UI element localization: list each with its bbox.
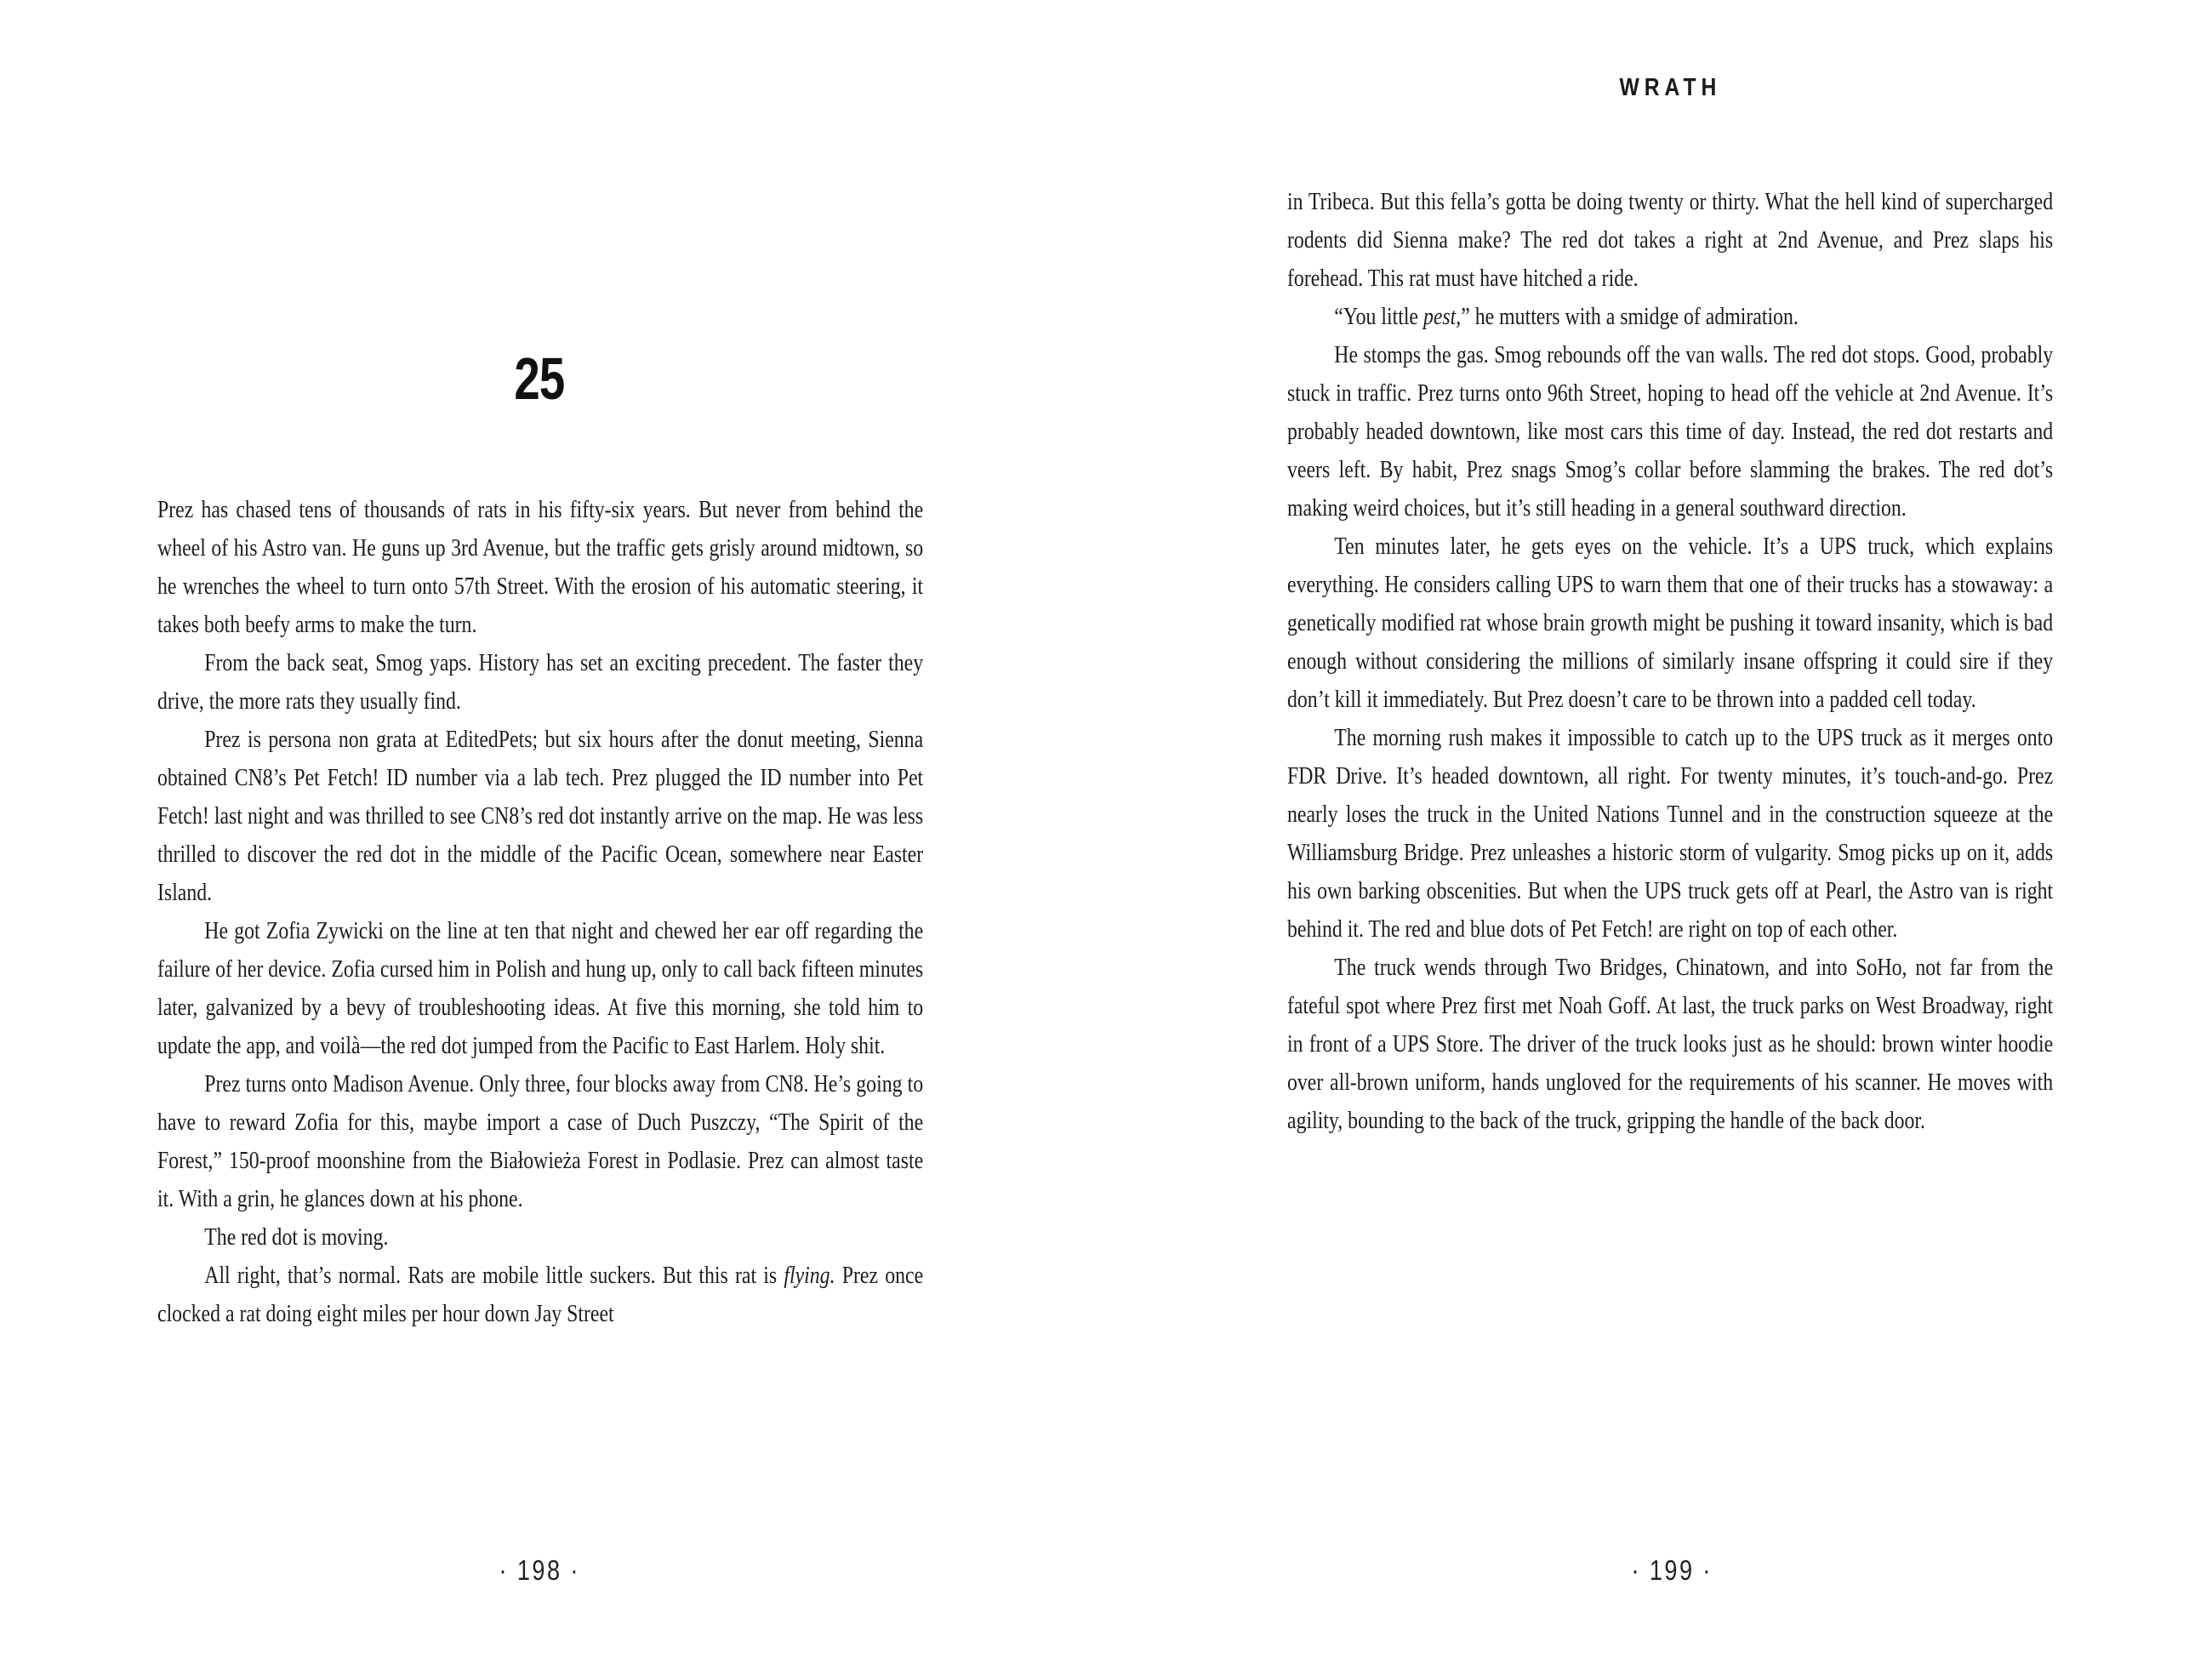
body-paragraph xyxy=(157,912,923,1065)
right-page-body-text xyxy=(1287,183,2053,1140)
text-run: Prez once clocked a rat doing eight miles per hour down Jay Street xyxy=(157,1263,924,1327)
body-paragraph xyxy=(157,644,923,721)
body-paragraph xyxy=(1287,298,2053,336)
body-paragraph xyxy=(1287,949,2053,1140)
chapter-number-text: 25 xyxy=(514,345,565,412)
text-run: Prez has chased tens of thousands of rats in his fifty-six years. But never from behind the wheel of his Astro van. He guns up 3rd Avenue, but the traffic gets grisly around midtown, so he wrenches the wheel to turn onto 57th Street. With the erosion of his automatic steering, it takes both beefy arms to make the turn. xyxy=(157,497,924,638)
text-run: Prez is persona non grata at EditedPets; but six hours after the donut meeting, Sienna obtained CN8’s Pet Fetch! ID number via a lab tech. Prez plugged the ID number into Pet Fetch! last night and was thrilled to see CN8’s red dot instantly arrive on the map. He was less thrilled to discover the red dot in the middle of the Pacific Ocean, somewhere near Easter Island. xyxy=(157,727,924,906)
text-run: ” he mutters with a smidge of admiration. xyxy=(1461,304,1799,330)
body-paragraph xyxy=(157,1065,923,1218)
text-run: He stomps the gas. Smog rebounds off the van walls. The red dot stops. Good, probably stuck in traffic. Prez turns onto 96th Street, hoping to head off the vehicle at 2nd Avenue. It’s probably headed downtown, like most cars this time of day. Instead, the red dot restarts and veers left. By habit, Prez snags Smog’s collar before slamming the brakes. The red dot’s making weird choices, but it’s still heading in a general southward direction. xyxy=(1287,342,2054,522)
page-number-left xyxy=(157,1554,921,1588)
text-run: “You little xyxy=(1334,304,1423,330)
page-number-left-text: · 198 · xyxy=(499,1554,580,1586)
text-run: From the back seat, Smog yaps. History has set an exciting precedent. The faster they drive, the more rats they usually find. xyxy=(157,650,924,715)
text-run: The morning rush makes it impossible to catch up to the UPS truck as it merges onto FDR Drive. It’s headed downtown, all right. For twenty minutes, it’s touch-and-go. Prez nearly loses the truck in the United Nations Tunnel and in the construction squeeze at the Williamsburg Bridge. Prez unleashes a historic storm of vulgarity. Smog picks up on it, adds his own barking obscenities. But when the UPS truck gets off at Pearl, the Astro van is right behind it. The red and blue dots of Pet Fetch! are right on top of each other. xyxy=(1287,725,2054,943)
body-paragraph xyxy=(157,1257,923,1333)
body-paragraph xyxy=(1287,719,2053,949)
text-run: Ten minutes later, he gets eyes on the vehicle. It’s a UPS truck, which explains everything. He considers calling UPS to warn them that one of their trucks has a stowaway: a genetically modified rat whose brain growth might be pushing it toward insanity, which is bad enough without considering the millions of similarly insane offspring it could sire if they don’t kill it immediately. But Prez doesn’t care to be thrown into a padded cell today. xyxy=(1287,533,2054,713)
chapter-number xyxy=(157,345,921,413)
body-paragraph xyxy=(1287,336,2053,527)
text-run: Prez turns onto Madison Avenue. Only three, four blocks away from CN8. He’s going to have to reward Zofia for this, maybe import a case of Duch Puszczy, “The Spirit of the Forest,” 150-proof moonshine from the Białowieża Forest in Podlasie. Prez can almost taste it. With a grin, he glances down at his phone. xyxy=(157,1071,924,1212)
body-paragraph xyxy=(157,491,923,644)
page-number-right-text: · 199 · xyxy=(1631,1554,1713,1586)
text-run: He got Zofia Zywicki on the line at ten that night and chewed her ear off regarding the failure of her device. Zofia cursed him in Polish and hung up, only to call back fifteen minutes later, galvanized by a bevy of troubleshooting ideas. At five this morning, she told him to update the app, and voilà—the red dot jumped from the Pacific to East Harlem. Holy shit. xyxy=(157,918,924,1059)
text-run: The truck wends through Two Bridges, Chinatown, and into SoHo, not far from the fateful spot where Prez first met Noah Goff. At last, the truck parks on West Broadway, right in front of a UPS Store. The driver of the truck looks just as he should: brown winter hoodie over all-brown uniform, hands ungloved for the requirements of his scanner. He moves with agility, bounding to the back of the truck, gripping the handle of the back door. xyxy=(1287,955,2054,1134)
body-paragraph xyxy=(157,721,923,912)
text-run: All right, that’s normal. Rats are mobile little suckers. But this rat is xyxy=(204,1263,784,1289)
body-paragraph xyxy=(1287,527,2053,719)
body-paragraph xyxy=(157,1218,923,1257)
page-number-right xyxy=(1289,1554,2055,1588)
text-run: in Tribeca. But this fella’s gotta be doing twenty or thirty. What the hell kind of supercharged rodents did Sienna make? The red dot takes a right at 2nd Avenue, and Prez slaps his forehead. This rat must have hitched a ride. xyxy=(1287,189,2054,292)
italic-text-run: pest, xyxy=(1422,304,1462,330)
left-page-body-text xyxy=(157,491,923,1333)
running-head xyxy=(1287,73,2053,102)
right-page xyxy=(1106,0,2212,1659)
body-paragraph xyxy=(1287,183,2053,298)
text-run: The red dot is moving. xyxy=(204,1224,389,1251)
italic-text-run: flying. xyxy=(784,1263,835,1289)
running-head-text: WRATH xyxy=(1619,74,1721,101)
